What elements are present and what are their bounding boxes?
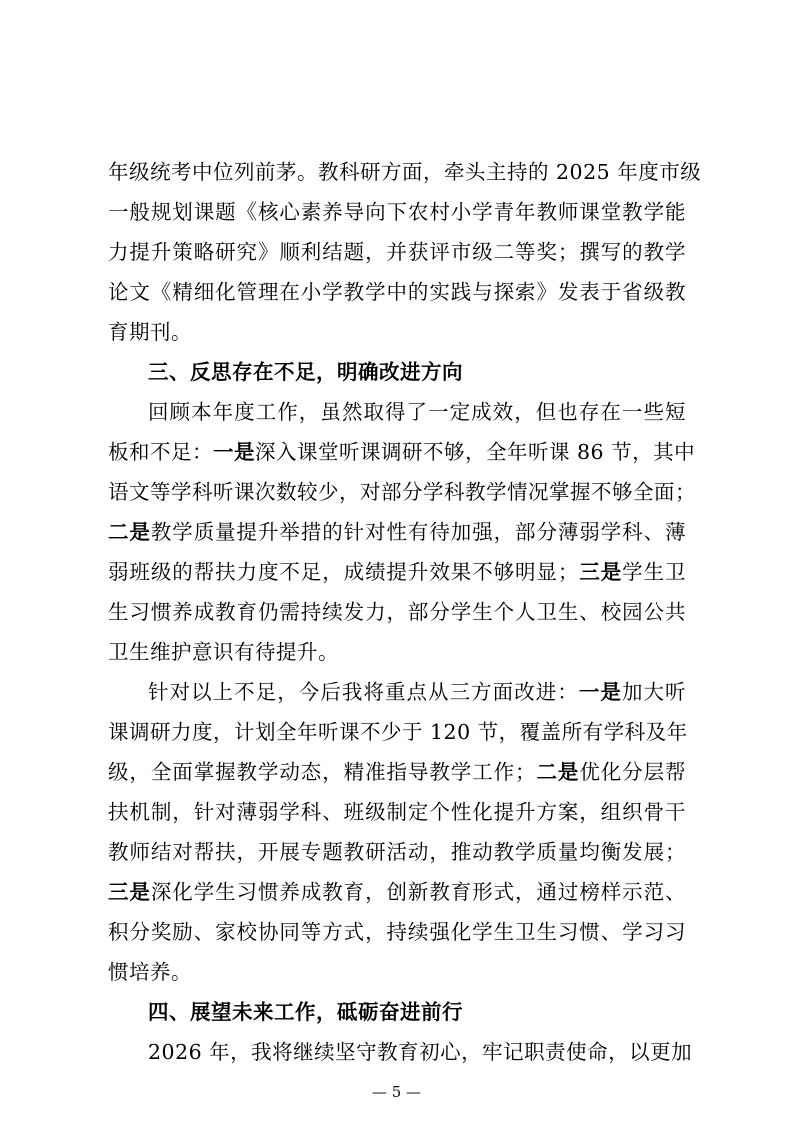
text-run: 优化分层帮 (579, 760, 687, 784)
paragraph-line: 惯培养。 (108, 960, 192, 984)
text-run: 弱班级的帮扶力度不足，成绩提升效果不够明显； (108, 560, 579, 584)
page-number: — 5 — (371, 1083, 422, 1101)
paragraph-line: 一般规划课题《核心素养导向下农村小学青年教师课堂教学能 (108, 200, 686, 224)
bold-marker: 二是 (536, 760, 580, 784)
text-run: 板和不足： (108, 440, 213, 464)
bold-marker: 二是 (108, 520, 151, 544)
text-run: 学生卫 (622, 560, 687, 584)
section-heading-outlook: 四、展望未来工作，砥砺奋进前行 (148, 1000, 463, 1024)
paragraph-line: 卫生维护意识有待提升。 (108, 640, 339, 664)
paragraph-line: 力提升策略研究》顺利结题，并获评市级二等奖；撰写的教学 (108, 240, 686, 264)
paragraph-line: 年级统考中位列前茅。教科研方面，牵头主持的 2025 年度市级 (108, 160, 702, 184)
paragraph-line: 育期刊。 (108, 320, 192, 344)
bold-marker: 一是 (213, 440, 255, 464)
paragraph-line (148, 677, 686, 707)
bold-marker: 三是 (578, 560, 623, 584)
text-run: 加大听 (621, 680, 687, 704)
paragraph-line (108, 517, 686, 547)
paragraph-line: 积分奖励、家校协同等方式，持续强化学生卫生习惯、学习习 (108, 920, 686, 944)
paragraph-line: 回顾本年度工作，虽然取得了一定成效，但也存在一些短 (148, 400, 686, 424)
section-heading-reflection: 三、反思存在不足，明确改进方向 (148, 360, 463, 384)
text-run: 教学质量提升举措的针对性有待加强，部分薄弱学科、薄 (150, 520, 687, 544)
paragraph-line: 课调研力度，计划全年听课不少于 120 节，覆盖所有学科及年 (108, 720, 688, 744)
paragraph-line: 扶机制，针对薄弱学科、班级制定个性化提升方案，组织骨干 (108, 800, 686, 824)
paragraph-line (108, 437, 696, 467)
text-run: 深化学生习惯养成教育，创新教育形式，通过榜样示范、 (150, 880, 687, 904)
bold-marker: 三是 (108, 880, 151, 904)
text-run: 级，全面掌握教学动态，精准指导教学工作； (108, 760, 537, 784)
paragraph-line (108, 757, 686, 787)
text-run: 深入课堂听课调研不够，全年听课 86 节，其中 (255, 440, 696, 464)
paragraph-line (108, 557, 686, 587)
bold-marker: 一是 (578, 680, 622, 704)
paragraph-line: 教师结对帮扶，开展专题教研活动，推动教学质量均衡发展； (108, 840, 686, 864)
paragraph-line: 生习惯养成教育仍需持续发力，部分学生个人卫生、校园公共 (108, 600, 686, 624)
paragraph-line: 语文等学科听课次数较少，对部分学科教学情况掌握不够全面； (108, 480, 696, 504)
paragraph-line (108, 877, 686, 907)
paragraph-line: 论文《精细化管理在小学教学中的实践与探索》发表于省级教 (108, 280, 686, 304)
text-run: 针对以上不足，今后我将重点从三方面改进： (148, 680, 579, 704)
paragraph-line: 2026 年，我将继续坚守教育初心，牢记职责使命，以更加 (148, 1040, 693, 1064)
